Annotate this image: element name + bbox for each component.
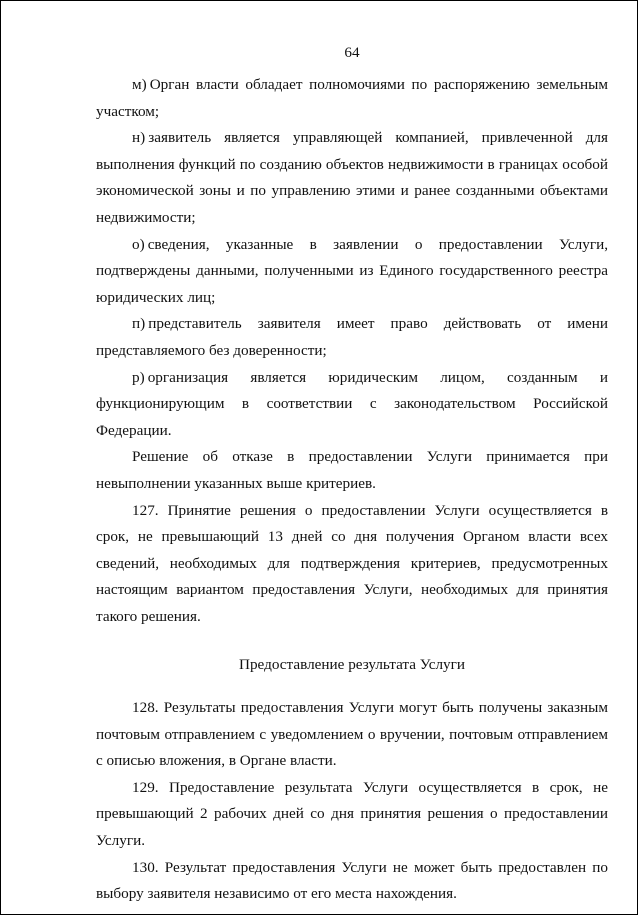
paragraph-130: 130. Результат предоставления Услуги не может быть предоставлен по выбору заявителя независимо от его места нахождения. bbox=[96, 858, 608, 903]
page-number: 64 bbox=[344, 44, 360, 61]
paragraph-127: 127. Принятие решения о предоставлении Услуги осуществляется в срок, не превышающий 13 дней со дня получения Органом власти всех сведений, необходимых для подтверждения критериев, предусмотренных настоящим вариантом предоставления Услуги, необходимых для принятия такого решения. bbox=[96, 501, 608, 625]
section-heading: Предоставление результата Услуги bbox=[239, 656, 465, 674]
paragraph-129: 129. Предоставление результата Услуги осуществляется в срок, не превышающий 2 рабочих дней со дня принятия решения о предоставлении Услуги. bbox=[96, 778, 608, 850]
paragraph-p: п) представитель заявителя имеет право действовать от имени представляемого без доверенности; bbox=[96, 315, 608, 359]
paragraph-o: о) сведения, указанные в заявлении о предоставлении Услуги, подтверждены данными, полученными из Единого государственного реестра юридических лиц; bbox=[96, 235, 608, 306]
paragraph-r: р) организация является юридическим лицом, созданным и функционирующим в соответствии с законодательством Российской Федерации. bbox=[96, 368, 608, 439]
paragraph-n: н) заявитель является управляющей компанией, привлеченной для выполнения функций по созданию объектов недвижимости в границах особой экономической зоны и по управлению этими и ранее созданными объектами недвижимости; bbox=[96, 129, 608, 226]
paragraph-m: м) Орган власти обладает полномочиями по распоряжению земельным участком; bbox=[96, 76, 608, 120]
paragraph-128: 128. Результаты предоставления Услуги могут быть получены заказным почтовым отправлением с уведомлением о вручении, почтовым отправлением с описью вложения, в Органе власти. bbox=[96, 699, 608, 770]
paragraph-refusal: Решение об отказе в предоставлении Услуги принимается при невыполнении указанных выше критериев. bbox=[96, 448, 608, 492]
document-body bbox=[96, 72, 608, 908]
